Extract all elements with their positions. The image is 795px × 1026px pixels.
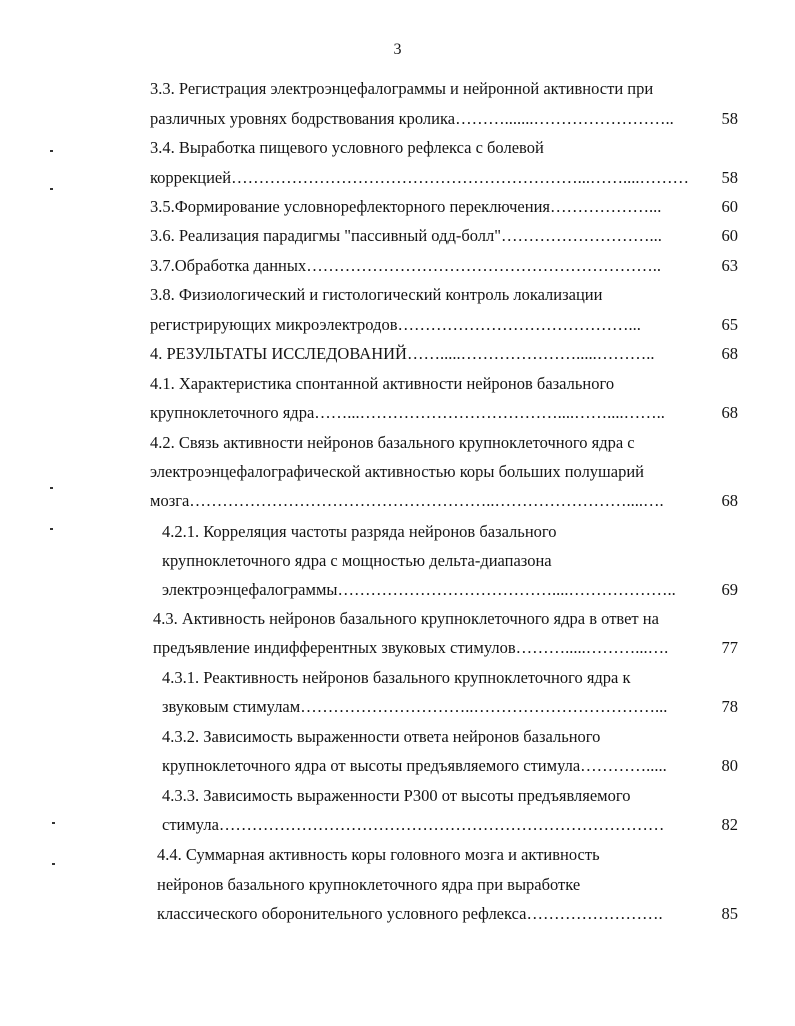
toc-entry-text: 4.3.3. Зависимость выраженности Р300 от высоты предъявляемого: [162, 786, 631, 805]
toc-page-number: 85: [721, 904, 738, 923]
toc-entry-text: предъявление индифферентных звуковых стимулов……….....………...….: [153, 638, 669, 657]
toc-entry-text: электроэнцефалограммы…………………………………....………………..: [162, 580, 676, 599]
toc-page-number: 60: [721, 226, 738, 245]
scan-mark: [52, 863, 55, 865]
toc-line: [0, 812, 795, 838]
toc-page-number: 60: [721, 197, 738, 216]
toc-line: [0, 312, 795, 338]
toc-entry-text: 4.3.1. Реактивность нейронов базального крупноклеточного ядра к: [162, 668, 631, 687]
toc-line: [0, 635, 795, 661]
toc-entry-text: различных уровнях бодрствования кролика……….......……………………..: [150, 109, 674, 128]
toc-line: [0, 488, 795, 514]
toc-line: [0, 872, 795, 898]
toc-entry-text: 4.2.1. Корреляция частоты разряда нейронов базального: [162, 522, 557, 541]
toc-entry-text: 3.6. Реализация парадигмы "пассивный одд-болл"………………………...: [150, 226, 662, 245]
toc-page-number: 68: [721, 403, 738, 422]
toc-entry-text: 3.4. Выработка пищевого условного рефлекса с болевой: [150, 138, 544, 157]
toc-entry-text: 3.7.Обработка данных………………………………………………………..: [150, 256, 661, 275]
toc-line: [0, 548, 795, 574]
toc-page-number: 63: [721, 256, 738, 275]
toc-entry-text: регистрирующих микроэлектродов……………………………………...: [150, 315, 641, 334]
toc-entry-text: крупноклеточного ядра……...………………………………....……....……..: [150, 403, 665, 422]
toc-entry-text: мозга………………………………………………..……………………....….: [150, 491, 664, 510]
toc-line: [0, 371, 795, 397]
toc-line: [0, 106, 795, 132]
toc-line: [0, 400, 795, 426]
toc-page-number: 82: [721, 815, 738, 834]
toc-entry-text: стимула………………………………………………………………………: [162, 815, 665, 834]
scan-mark: [50, 188, 53, 190]
toc-entry-text: крупноклеточного ядра от высоты предъявляемого стимула………….....: [162, 756, 667, 775]
toc-page-number: 69: [721, 580, 738, 599]
toc-page-number: 58: [721, 109, 738, 128]
toc-page-number: 68: [721, 491, 738, 510]
toc-page-number: 77: [721, 638, 738, 657]
toc-entry-text: 4.4. Суммарная активность коры головного мозга и активность: [157, 845, 600, 864]
toc-entry-text: электроэнцефалографической активностью коры больших полушарий: [150, 462, 644, 481]
toc-line: [0, 694, 795, 720]
toc-entry-text: 4.1. Характеристика спонтанной активности нейронов базального: [150, 374, 615, 393]
toc-line: [0, 223, 795, 249]
toc-entry-text: классического оборонительного условного рефлекса…………………….: [157, 904, 663, 923]
toc-line: [0, 519, 795, 545]
toc-line: [0, 165, 795, 191]
toc-line: [0, 341, 795, 367]
scan-mark: [50, 528, 53, 530]
toc-line: [0, 76, 795, 102]
scan-mark: [50, 487, 53, 489]
toc-entry-text: коррекцией………………………………………………………...……....………: [150, 168, 689, 187]
toc-entry-text: 3.5.Формирование условнорефлекторного переключения………………...: [150, 197, 662, 216]
toc-entry-text: 4.3. Активность нейронов базального крупноклеточного ядра в ответ на: [153, 609, 659, 628]
toc-line: [0, 901, 795, 927]
toc-page-number: 68: [721, 344, 738, 363]
toc-entry-text: звуковым стимулам…………………………..……………………………...: [162, 697, 668, 716]
toc-entry-text: 3.3. Регистрация электроэнцефалограммы и нейронной активности при: [150, 79, 654, 98]
toc-line: [0, 430, 795, 456]
toc-line: [0, 842, 795, 868]
toc-entry-text: 4.2. Связь активности нейронов базального крупноклеточного ядра с: [150, 433, 635, 452]
toc-line: [0, 753, 795, 779]
toc-page-number: 65: [721, 315, 738, 334]
toc-entry-text: 4.3.2. Зависимость выраженности ответа нейронов базального: [162, 727, 601, 746]
toc-line: [0, 606, 795, 632]
toc-entry-text: 4. РЕЗУЛЬТАТЫ ИССЛЕДОВАНИЙ…….....………………….....………..: [150, 344, 655, 363]
toc-entry-text: 3.8. Физиологический и гистологический контроль локализации: [150, 285, 603, 304]
toc-line: [0, 253, 795, 279]
toc-line: [0, 459, 795, 485]
toc-line: [0, 665, 795, 691]
scan-mark: [52, 822, 55, 824]
toc-line: [0, 194, 795, 220]
scan-mark: [50, 150, 53, 152]
toc-page-number: 80: [721, 756, 738, 775]
toc-entry-text: нейронов базального крупноклеточного ядра при выработке: [157, 875, 581, 894]
toc-line: [0, 724, 795, 750]
toc-page-number: 78: [721, 697, 738, 716]
toc-line: [0, 577, 795, 603]
page-number: 3: [393, 41, 402, 58]
toc-line: [0, 282, 795, 308]
toc-line: [0, 783, 795, 809]
toc-page-number: 58: [721, 168, 738, 187]
toc-line: [0, 135, 795, 161]
toc-entry-text: крупноклеточного ядра с мощностью дельта-диапазона: [162, 551, 552, 570]
